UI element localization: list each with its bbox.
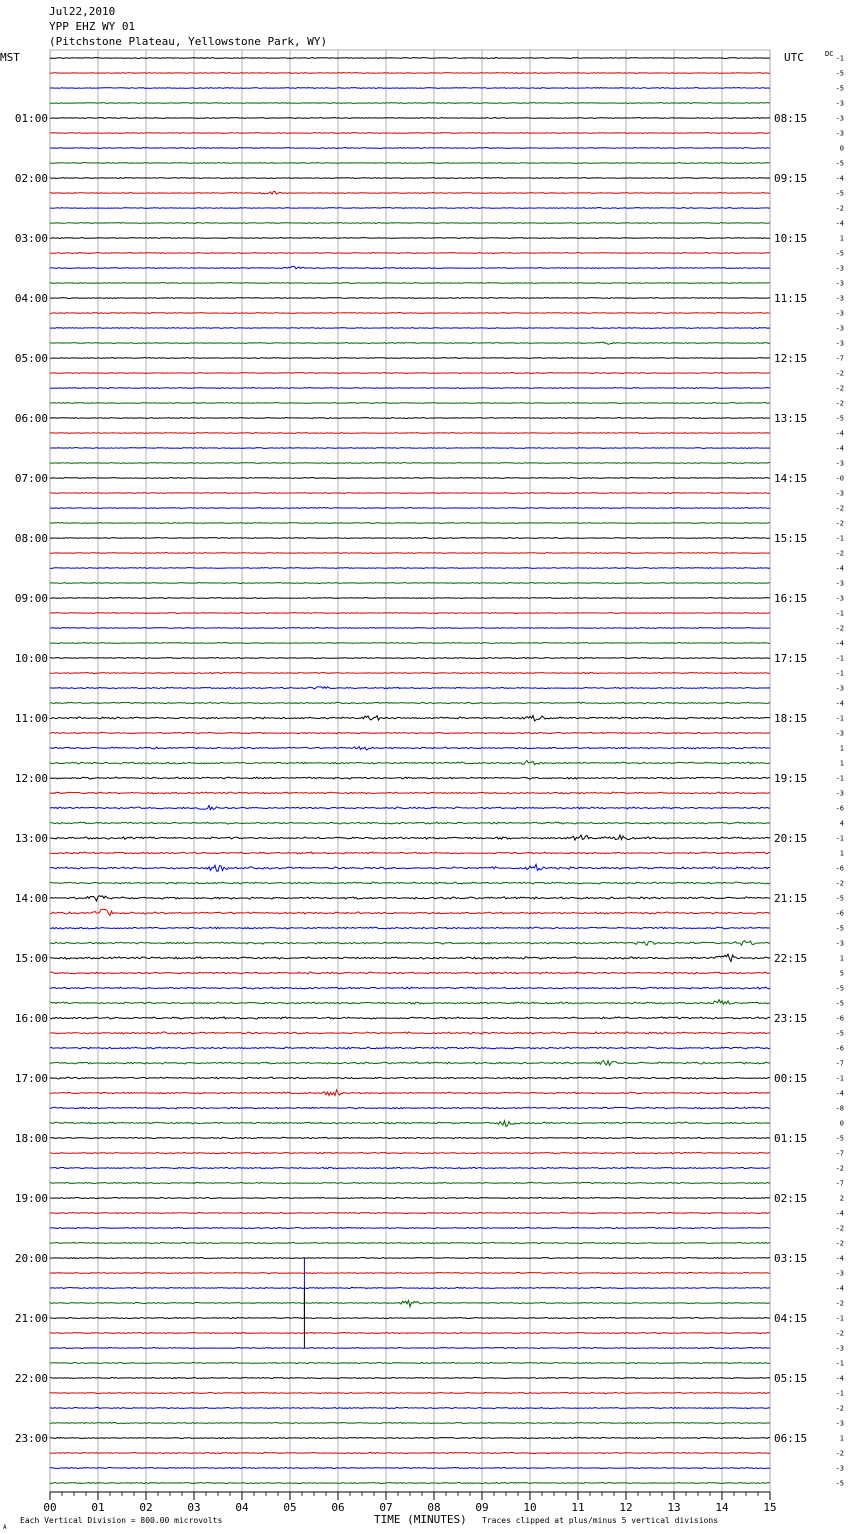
mst-hour-label: 14:00 [14, 892, 48, 905]
x-tick-label: 01 [91, 1501, 105, 1514]
dc-offset-label: -2 [835, 1239, 844, 1248]
trace-line [50, 1212, 770, 1213]
trace-line [50, 760, 770, 764]
x-axis-label: TIME (MINUTES) [374, 1513, 467, 1526]
trace-line [50, 223, 770, 224]
trace-line [50, 1077, 770, 1079]
trace-line [50, 1257, 770, 1258]
dc-offset-label: -6 [835, 1014, 844, 1023]
x-tick-label: 02 [139, 1501, 153, 1514]
trace-line [50, 882, 770, 884]
trace-line [50, 1227, 770, 1228]
dc-offset-label: -5 [835, 84, 844, 93]
dc-offset-label: -1 [835, 1074, 844, 1083]
dc-offset-label: -7 [835, 1149, 844, 1158]
dc-offset-label: -1 [835, 609, 844, 618]
dc-offset-label: -2 [835, 1329, 844, 1338]
mst-hour-label: 08:00 [14, 532, 48, 545]
mst-hour-label: 21:00 [14, 1312, 48, 1325]
trace-line [50, 358, 770, 359]
utc-hour-label: 19:15 [774, 772, 808, 785]
trace-line [50, 73, 770, 74]
utc-hour-label: 03:15 [774, 1252, 808, 1265]
dc-title: DC [825, 50, 834, 58]
utc-hour-label: 23:15 [774, 1012, 808, 1025]
dc-offset-label: 0 [839, 1119, 844, 1128]
trace-line [50, 643, 770, 644]
dc-offset-label: -2 [835, 1404, 844, 1413]
mst-hour-label: 15:00 [14, 952, 48, 965]
trace-line [50, 478, 770, 479]
dc-offset-label: -1 [835, 54, 844, 63]
dc-offset-label: -2 [835, 519, 844, 528]
trace-line [50, 328, 770, 329]
trace-line [50, 972, 770, 974]
trace-line [50, 178, 770, 179]
dc-offset-label: -4 [835, 1284, 844, 1293]
dc-offset-label: -3 [835, 309, 844, 318]
trace-line [50, 1167, 770, 1169]
dc-offset-label: -8 [835, 1104, 844, 1113]
dc-offset-label: 1 [839, 744, 844, 753]
dc-offset-label: -3 [835, 939, 844, 948]
dc-offset-label: -2 [835, 549, 844, 558]
dc-offset-label: -5 [835, 159, 844, 168]
trace-line [50, 1107, 770, 1109]
dc-offset-label: 5 [839, 969, 844, 978]
trace-line [50, 927, 770, 929]
trace-line [50, 1152, 770, 1153]
dc-offset-label: -2 [835, 384, 844, 393]
utc-hour-label: 17:15 [774, 652, 808, 665]
dc-offset-label: -4 [835, 699, 844, 708]
x-tick-label: 12 [619, 1501, 633, 1514]
utc-hour-label: 09:15 [774, 172, 808, 185]
dc-offset-label: 4 [839, 819, 844, 828]
dc-offset-label: -3 [835, 294, 844, 303]
dc-offset-label: -2 [835, 1299, 844, 1308]
dc-offset-label: -7 [835, 1179, 844, 1188]
trace-line [50, 191, 770, 194]
mst-hour-label: 12:00 [14, 772, 48, 785]
mst-hour-label: 22:00 [14, 1372, 48, 1385]
dc-offset-label: -7 [835, 1059, 844, 1068]
dc-offset-label: -3 [835, 99, 844, 108]
trace-line [50, 253, 770, 254]
dc-offset-label: 2 [839, 1194, 844, 1203]
dc-offset-label: -3 [835, 789, 844, 798]
x-tick-label: 14 [715, 1501, 729, 1514]
mst-hour-label: 10:00 [14, 652, 48, 665]
dc-offset-label: -0 [835, 474, 844, 483]
scale-note: Each Vertical Division = 800.00 microvolts [20, 1516, 223, 1525]
trace-line [50, 1137, 770, 1138]
dc-offset-label: -3 [835, 579, 844, 588]
dc-offset-label: -3 [835, 729, 844, 738]
utc-hour-label: 20:15 [774, 832, 808, 845]
trace-line [50, 1300, 770, 1306]
trace-line [50, 1452, 770, 1453]
x-tick-label: 13 [667, 1501, 681, 1514]
utc-hour-label: 14:15 [774, 472, 808, 485]
dc-offset-label: 0 [839, 144, 844, 153]
dc-offset-label: -3 [835, 264, 844, 273]
trace-line [50, 613, 770, 614]
x-tick-label: 07 [379, 1501, 393, 1514]
trace-line [50, 88, 770, 89]
right-axis-title: UTC [784, 51, 804, 64]
dc-offset-label: -2 [835, 1449, 844, 1458]
trace-line [50, 298, 770, 299]
mst-hour-label: 17:00 [14, 1072, 48, 1085]
x-tick-label: 09 [475, 1501, 489, 1514]
dc-offset-label: -2 [835, 879, 844, 888]
trace-line [50, 1287, 770, 1288]
trace-line [50, 553, 770, 554]
trace-line [50, 1407, 770, 1408]
trace-line [50, 1000, 770, 1005]
trace-line [50, 1362, 770, 1363]
x-tick-label: 03 [187, 1501, 201, 1514]
trace-line [50, 342, 770, 344]
dc-offset-label: 1 [839, 954, 844, 963]
left-axis-title: MST [0, 51, 20, 64]
trace-line [50, 1242, 770, 1243]
dc-offset-label: -3 [835, 594, 844, 603]
trace-line [50, 628, 770, 629]
trace-line [50, 118, 770, 119]
dc-offset-label: -4 [835, 1254, 844, 1263]
mst-hour-label: 05:00 [14, 352, 48, 365]
x-tick-label: 06 [331, 1501, 345, 1514]
trace-line [50, 896, 770, 901]
trace-line [50, 1182, 770, 1183]
dc-offset-label: -1 [835, 534, 844, 543]
trace-line [50, 1392, 770, 1393]
dc-offset-label: -1 [835, 1314, 844, 1323]
dc-offset-label: -2 [835, 624, 844, 633]
utc-hour-label: 22:15 [774, 952, 808, 965]
x-tick-label: 04 [235, 1501, 249, 1514]
trace-line [50, 568, 770, 569]
trace-line [50, 822, 770, 824]
mst-hour-label: 16:00 [14, 1012, 48, 1025]
utc-hour-label: 21:15 [774, 892, 808, 905]
trace-line [50, 687, 770, 689]
dc-offset-label: -1 [835, 654, 844, 663]
trace-line [50, 266, 770, 268]
trace-line [50, 523, 770, 524]
dc-offset-label: 1 [839, 759, 844, 768]
utc-hour-label: 18:15 [774, 712, 808, 725]
mst-hour-label: 07:00 [14, 472, 48, 485]
dc-offset-label: -6 [835, 864, 844, 873]
dc-offset-label: -4 [835, 444, 844, 453]
dc-offset-label: -4 [835, 174, 844, 183]
trace-line [50, 508, 770, 509]
trace-line [50, 805, 770, 809]
trace-line [50, 1197, 770, 1198]
dc-offset-label: -2 [835, 369, 844, 378]
dc-offset-label: -5 [835, 1479, 844, 1488]
trace-line [50, 403, 770, 404]
chart-date: Jul22,2010 [49, 5, 116, 18]
mst-hour-label: 04:00 [14, 292, 48, 305]
dc-offset-label: -5 [835, 924, 844, 933]
dc-offset-label: -3 [835, 1269, 844, 1278]
dc-offset-label: -6 [835, 804, 844, 813]
trace-line [50, 1467, 770, 1468]
mst-hour-label: 02:00 [14, 172, 48, 185]
trace-line [50, 163, 770, 164]
trace-line [50, 715, 770, 720]
utc-hour-label: 15:15 [774, 532, 808, 545]
trace-line [50, 583, 770, 584]
trace-line [50, 418, 770, 419]
dc-offset-label: -3 [835, 489, 844, 498]
mst-hour-label: 03:00 [14, 232, 48, 245]
dc-offset-label: -4 [835, 639, 844, 648]
trace-line [50, 283, 770, 284]
dc-offset-label: -7 [835, 354, 844, 363]
trace-line [50, 313, 770, 314]
station-name: YPP EHZ WY 01 [49, 20, 136, 33]
trace-line [50, 852, 770, 854]
utc-hour-label: 02:15 [774, 1192, 808, 1205]
mst-hour-label: 01:00 [14, 112, 48, 125]
utc-hour-label: 13:15 [774, 412, 808, 425]
seismic-traces [50, 58, 770, 1484]
trace-line [50, 1317, 770, 1318]
dc-offset-label: -5 [835, 1029, 844, 1038]
mst-hour-label: 11:00 [14, 712, 48, 725]
time-labels [15, 55, 844, 1515]
trace-line [50, 864, 770, 871]
dc-offset-label: -3 [835, 279, 844, 288]
dc-offset-label: -5 [835, 1134, 844, 1143]
trace-line [50, 1347, 770, 1348]
dc-offset-label: -4 [835, 564, 844, 573]
utc-hour-label: 06:15 [774, 1432, 808, 1445]
clip-note: Traces clipped at plus/minus 5 vertical divisions [482, 1516, 719, 1525]
trace-line [50, 792, 770, 794]
utc-hour-label: 10:15 [774, 232, 808, 245]
trace-line [50, 1017, 770, 1019]
trace-line [50, 1047, 770, 1049]
trace-line [50, 1032, 770, 1034]
utc-hour-label: 05:15 [774, 1372, 808, 1385]
trace-line [50, 909, 770, 915]
trace-line [50, 1272, 770, 1273]
x-tick-label: 15 [763, 1501, 777, 1514]
trace-line [50, 702, 770, 704]
corner-mark: A [3, 1524, 7, 1531]
trace-line [50, 598, 770, 599]
trace-line [50, 148, 770, 149]
trace-line [50, 746, 770, 750]
utc-hour-label: 01:15 [774, 1132, 808, 1145]
trace-line [50, 941, 770, 946]
dc-offset-label: -3 [835, 114, 844, 123]
dc-offset-label: -4 [835, 1089, 844, 1098]
trace-line [50, 58, 770, 59]
trace-line [50, 1437, 770, 1438]
trace-line [50, 1060, 770, 1065]
dc-offset-label: -5 [835, 999, 844, 1008]
mst-hour-label: 20:00 [14, 1252, 48, 1265]
x-tick-label: 11 [571, 1501, 585, 1514]
dc-offset-label: -3 [835, 1464, 844, 1473]
trace-line [50, 657, 770, 658]
trace-line [50, 672, 770, 673]
dc-offset-label: -4 [835, 1209, 844, 1218]
mst-hour-label: 09:00 [14, 592, 48, 605]
dc-offset-label: -2 [835, 1224, 844, 1233]
utc-hour-label: 12:15 [774, 352, 808, 365]
station-location: (Pitchstone Plateau, Yellowstone Park, WY) [49, 35, 328, 48]
dc-offset-label: -6 [835, 1044, 844, 1053]
trace-line [50, 448, 770, 449]
mst-hour-label: 23:00 [14, 1432, 48, 1445]
dc-offset-label: 1 [839, 234, 844, 243]
dc-offset-label: -4 [835, 219, 844, 228]
dc-offset-label: -3 [835, 684, 844, 693]
dc-offset-label: -3 [835, 459, 844, 468]
trace-line [50, 835, 770, 840]
trace-line [50, 954, 770, 961]
utc-hour-label: 11:15 [774, 292, 808, 305]
utc-hour-label: 08:15 [774, 112, 808, 125]
trace-line [50, 1482, 770, 1483]
dc-offset-label: -2 [835, 504, 844, 513]
dc-offset-label: 1 [839, 1434, 844, 1443]
trace-line [50, 133, 770, 134]
plot-frame [50, 50, 770, 1492]
trace-line [50, 238, 770, 239]
trace-line [50, 373, 770, 374]
dc-offset-label: -1 [835, 714, 844, 723]
dc-offset-label: -1 [835, 774, 844, 783]
utc-hour-label: 04:15 [774, 1312, 808, 1325]
trace-line [50, 987, 770, 989]
mst-hour-label: 13:00 [14, 832, 48, 845]
x-tick-label: 10 [523, 1501, 537, 1514]
mst-hour-label: 19:00 [14, 1192, 48, 1205]
dc-offset-label: -3 [835, 324, 844, 333]
trace-line [50, 1422, 770, 1423]
trace-line [50, 388, 770, 389]
trace-line [50, 777, 770, 779]
dc-offset-label: -5 [835, 984, 844, 993]
trace-line [50, 1332, 770, 1333]
trace-line [50, 463, 770, 464]
dc-offset-label: -1 [835, 1389, 844, 1398]
dc-offset-label: -1 [835, 1359, 844, 1368]
dc-offset-label: -5 [835, 894, 844, 903]
dc-offset-label: -5 [835, 414, 844, 423]
utc-hour-label: 00:15 [774, 1072, 808, 1085]
mst-hour-label: 06:00 [14, 412, 48, 425]
trace-line [50, 433, 770, 434]
trace-line [50, 538, 770, 539]
dc-offset-label: -6 [835, 909, 844, 918]
trace-line [50, 1121, 770, 1127]
dc-offset-label: -2 [835, 1164, 844, 1173]
dc-offset-label: -5 [835, 69, 844, 78]
x-tick-label: 08 [427, 1501, 441, 1514]
trace-line [50, 732, 770, 733]
trace-line [50, 1377, 770, 1378]
dc-offset-label: -4 [835, 429, 844, 438]
x-tick-label: 00 [43, 1501, 57, 1514]
trace-line [50, 103, 770, 104]
dc-offset-label: -1 [835, 834, 844, 843]
x-tick-label: 05 [283, 1501, 297, 1514]
dc-offset-label: -3 [835, 1419, 844, 1428]
dc-offset-label: 1 [839, 849, 844, 858]
trace-line [50, 493, 770, 494]
dc-offset-label: -5 [835, 249, 844, 258]
utc-hour-label: 16:15 [774, 592, 808, 605]
dc-offset-label: -3 [835, 339, 844, 348]
trace-line [50, 1090, 770, 1096]
trace-line [50, 208, 770, 209]
dc-offset-label: -1 [835, 669, 844, 678]
dc-offset-label: -2 [835, 399, 844, 408]
mst-hour-label: 18:00 [14, 1132, 48, 1145]
dc-offset-label: -3 [835, 129, 844, 138]
dc-offset-label: -4 [835, 1374, 844, 1383]
dc-offset-label: -2 [835, 204, 844, 213]
dc-offset-label: -5 [835, 189, 844, 198]
dc-offset-label: -3 [835, 1344, 844, 1353]
